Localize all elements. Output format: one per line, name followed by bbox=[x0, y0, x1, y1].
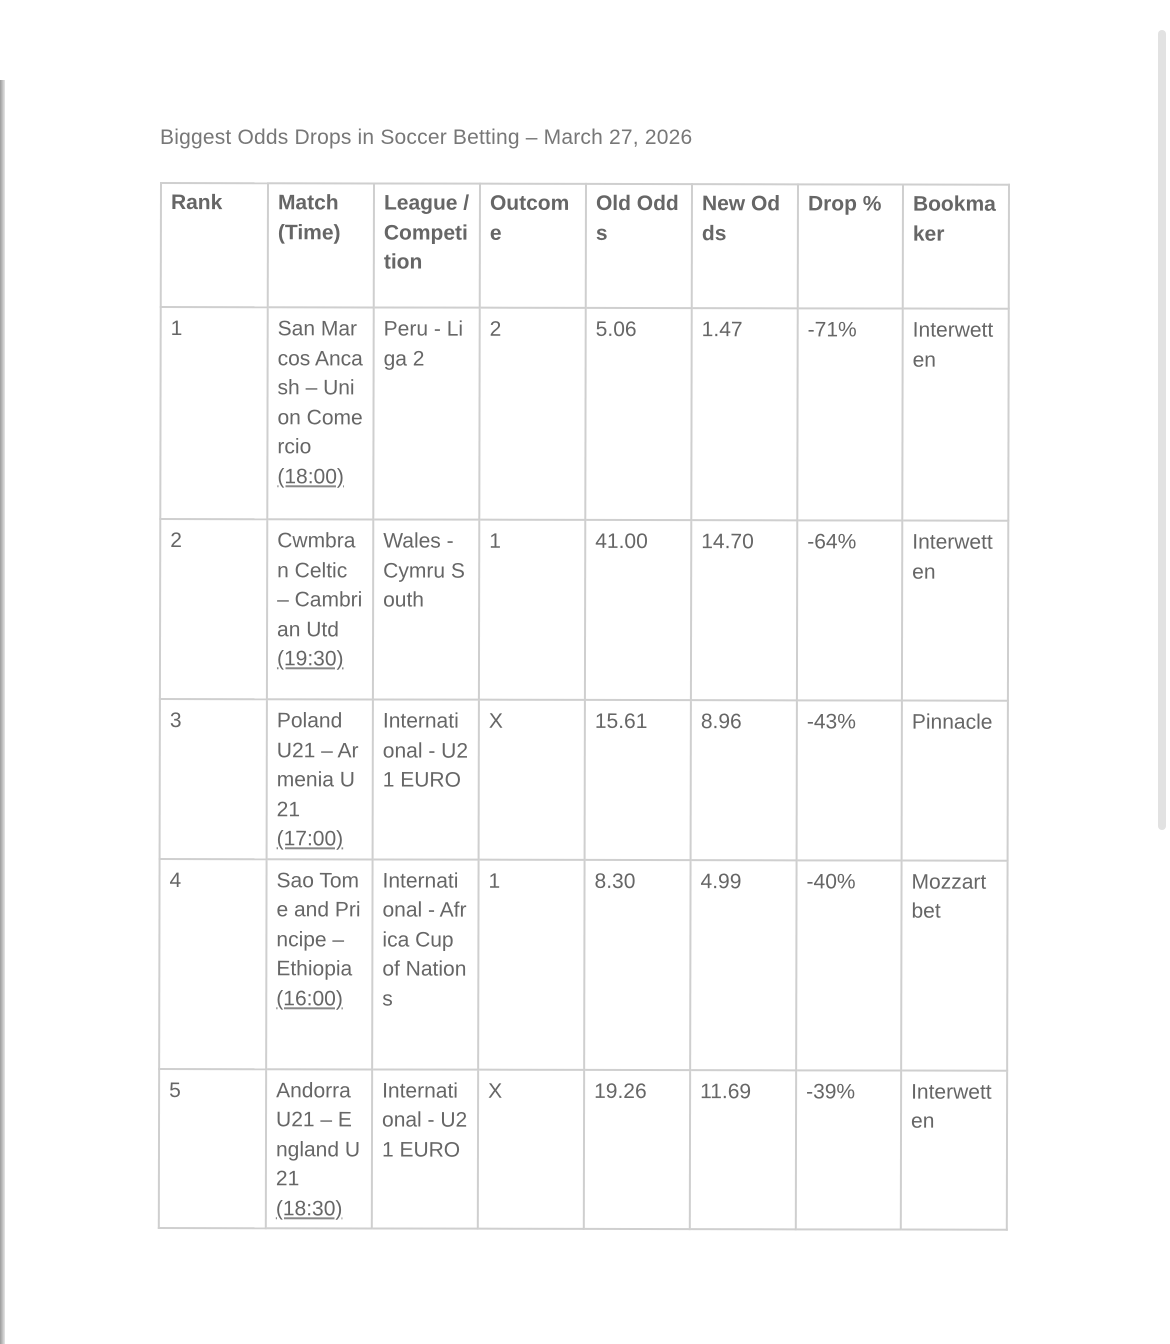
cell-old-odds: 8.30 bbox=[584, 859, 690, 1069]
table-header-row bbox=[161, 183, 1009, 309]
cell-league: Wales - Cymru South bbox=[373, 519, 479, 699]
odds-drops-table bbox=[158, 182, 1010, 1231]
table-row bbox=[159, 1069, 1007, 1230]
cell-old-odds: 15.61 bbox=[585, 700, 691, 860]
cell-league: International - U21 EURO bbox=[372, 1069, 478, 1229]
cell-league: International - U21 EURO bbox=[373, 699, 479, 859]
cell-match bbox=[266, 859, 372, 1069]
column-header-outcome: Outcome bbox=[480, 184, 586, 308]
match-name: Andorra U21 – England U21 bbox=[275, 1078, 361, 1191]
cell-match bbox=[267, 307, 373, 519]
table-row bbox=[160, 307, 1008, 521]
cell-bookmaker: Mozzartbet bbox=[901, 860, 1007, 1070]
cell-drop: -43% bbox=[797, 700, 902, 860]
table-row bbox=[159, 859, 1007, 1071]
cell-match bbox=[267, 519, 373, 699]
cell-old-odds: 19.26 bbox=[584, 1069, 690, 1229]
match-time: (17:00) bbox=[276, 827, 344, 851]
cell-league: International - Africa Cup of Nations bbox=[372, 859, 478, 1069]
cell-drop: -71% bbox=[797, 308, 902, 520]
cell-new-odds: 1.47 bbox=[691, 308, 797, 520]
column-header-bookmaker: Bookmaker bbox=[903, 185, 1009, 309]
cell-match bbox=[267, 699, 373, 859]
table-row bbox=[160, 699, 1008, 860]
cell-new-odds: 8.96 bbox=[691, 700, 797, 860]
cell-match bbox=[266, 1069, 372, 1229]
cell-outcome: X bbox=[479, 700, 585, 860]
column-header-rank: Rank bbox=[161, 183, 268, 307]
cell-new-odds: 4.99 bbox=[690, 860, 796, 1070]
cell-bookmaker: Pinnacle bbox=[902, 701, 1008, 861]
cell-rank: 2 bbox=[160, 519, 267, 699]
cell-drop: -40% bbox=[796, 860, 901, 1070]
cell-bookmaker: Interwetten bbox=[902, 309, 1008, 521]
column-header-match: Match (Time) bbox=[268, 183, 374, 307]
match-time: (16:00) bbox=[276, 986, 343, 1010]
cell-drop: -39% bbox=[796, 1070, 901, 1230]
cell-outcome: 1 bbox=[479, 520, 585, 700]
scrollbar[interactable] bbox=[1158, 30, 1166, 830]
cell-old-odds: 41.00 bbox=[585, 520, 691, 700]
column-header-new-odds: New Odds bbox=[692, 184, 798, 308]
match-name: Cwmbran Celtic – Cambrian Utd bbox=[277, 529, 363, 641]
cell-new-odds: 11.69 bbox=[690, 1070, 796, 1230]
column-header-drop: Drop % bbox=[798, 184, 903, 308]
cell-drop: -64% bbox=[797, 520, 902, 700]
match-time: (18:30) bbox=[275, 1196, 343, 1220]
cell-outcome: 2 bbox=[479, 308, 585, 520]
column-header-old-odds: Old Odds bbox=[586, 184, 692, 308]
match-name: Poland U21 – Armenia U21 bbox=[276, 709, 359, 821]
cell-rank: 4 bbox=[159, 859, 266, 1069]
cell-rank: 5 bbox=[159, 1069, 266, 1229]
cell-new-odds: 14.70 bbox=[691, 520, 797, 700]
cell-bookmaker: Interwetten bbox=[901, 1070, 1007, 1230]
cell-rank: 3 bbox=[160, 699, 267, 859]
column-header-league: League / Competition bbox=[374, 183, 480, 307]
cell-outcome: 1 bbox=[478, 859, 584, 1069]
cell-bookmaker: Interwetten bbox=[902, 521, 1008, 701]
table-row bbox=[160, 519, 1008, 701]
match-name: San Marcos Ancash – Union Comercio bbox=[277, 317, 363, 459]
match-time: (19:30) bbox=[276, 647, 344, 671]
cell-outcome: X bbox=[478, 1069, 584, 1229]
match-name: Sao Tome and Principe – Ethiopia bbox=[276, 868, 361, 981]
cell-old-odds: 5.06 bbox=[585, 308, 691, 520]
cell-rank: 1 bbox=[160, 307, 267, 519]
match-time: (18:00) bbox=[277, 464, 344, 488]
page-title: Biggest Odds Drops in Soccer Betting – March 27, 2026 bbox=[160, 126, 693, 149]
cell-league: Peru - Liga 2 bbox=[373, 307, 479, 519]
page-edge-shadow bbox=[0, 80, 5, 1344]
